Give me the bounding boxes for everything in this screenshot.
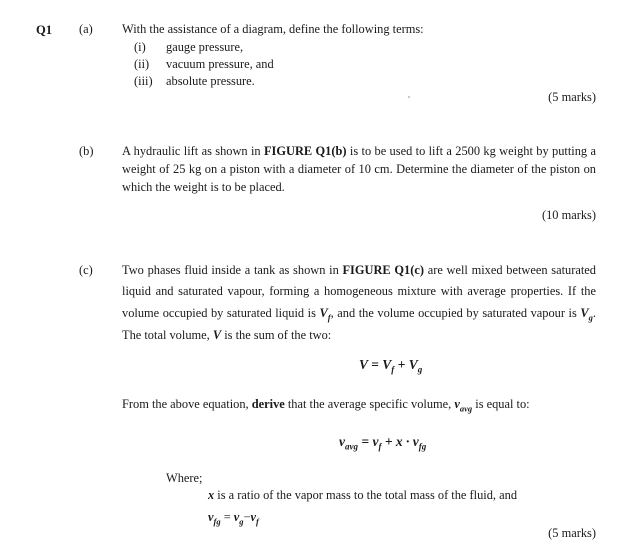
volume-liquid-symbol: $V_f$ <box>319 305 331 323</box>
where-definition-vfg: $v_{fg} = v_g-v_f$ <box>208 510 259 527</box>
average-specific-volume-symbol: $v_{avg}$ <box>454 397 473 414</box>
list-item <box>134 56 596 73</box>
volume-vapour-symbol: $V_g$ <box>580 305 593 323</box>
part-c-text-5: is the sum of the two: <box>221 327 332 342</box>
part-b-marks: (10 marks) <box>541 208 596 222</box>
figure-reference: FIGURE Q1(c) <box>342 263 424 277</box>
list-item-text: vacuum pressure, and <box>166 56 274 71</box>
part-b-text-2: is to be used to lift a 2500 kg weight by putting a weight of 25 kg on a piston with a diameter of 10 cm. Determine the diameter of the piston on which the weight is to be placed. <box>122 144 596 194</box>
part-a-label: (a) <box>79 22 93 36</box>
part-b-label: (b) <box>79 144 94 158</box>
part-c-text-2: are well mixed between saturated liquid and saturated vapour, forming a homogeneous mixture with average properties. If the volume occupied by saturated liquid is <box>122 263 597 320</box>
total-volume-symbol: V <box>212 327 222 342</box>
question-number: Q1 <box>36 23 53 37</box>
part-b-text-1: A hydraulic lift as shown in <box>122 144 264 158</box>
part-c-text-4: . The total volume, <box>122 305 596 342</box>
part-b-body <box>122 143 596 197</box>
part-a-marks: (5 marks) <box>548 90 596 104</box>
part-a-list <box>122 39 596 90</box>
list-item-number: (ii) <box>134 56 150 71</box>
derive-instruction: From the above equation, derive that the average specific volume, $v_{avg}$ is equal to: <box>122 397 530 414</box>
list-item-number: (iii) <box>134 73 153 88</box>
equation-average-specific-volume: $v_{avg} = v_f + x \cdot v_{fg}$ <box>339 434 427 452</box>
figure-reference: FIGURE Q1(b) <box>263 144 347 158</box>
where-label: Where; <box>166 471 203 485</box>
list-item-text: absolute pressure. <box>166 73 255 88</box>
part-c-marks: (5 marks) <box>548 526 596 540</box>
scan-speck <box>408 96 410 98</box>
part-c-text-1: Two phases fluid inside a tank as shown in <box>122 263 343 277</box>
part-c-text-3: , and the volume occupied by saturated vapour is <box>330 305 581 320</box>
equation-total-volume: $V = V_f + V_g$ <box>359 357 423 375</box>
list-item-number: (i) <box>134 39 146 54</box>
where-definition-x: x is a ratio of the vapor mass to the total mass of the fluid, and <box>208 488 518 502</box>
part-a-intro: With the assistance of a diagram, define the following terms: <box>122 22 424 36</box>
part-c-body <box>122 260 596 346</box>
part-c-label: (c) <box>79 263 93 277</box>
list-item <box>134 39 596 56</box>
part-a-body <box>122 21 596 90</box>
list-item-text: gauge pressure, <box>166 39 244 54</box>
derive-keyword: derive <box>251 397 285 411</box>
list-item <box>134 73 596 90</box>
